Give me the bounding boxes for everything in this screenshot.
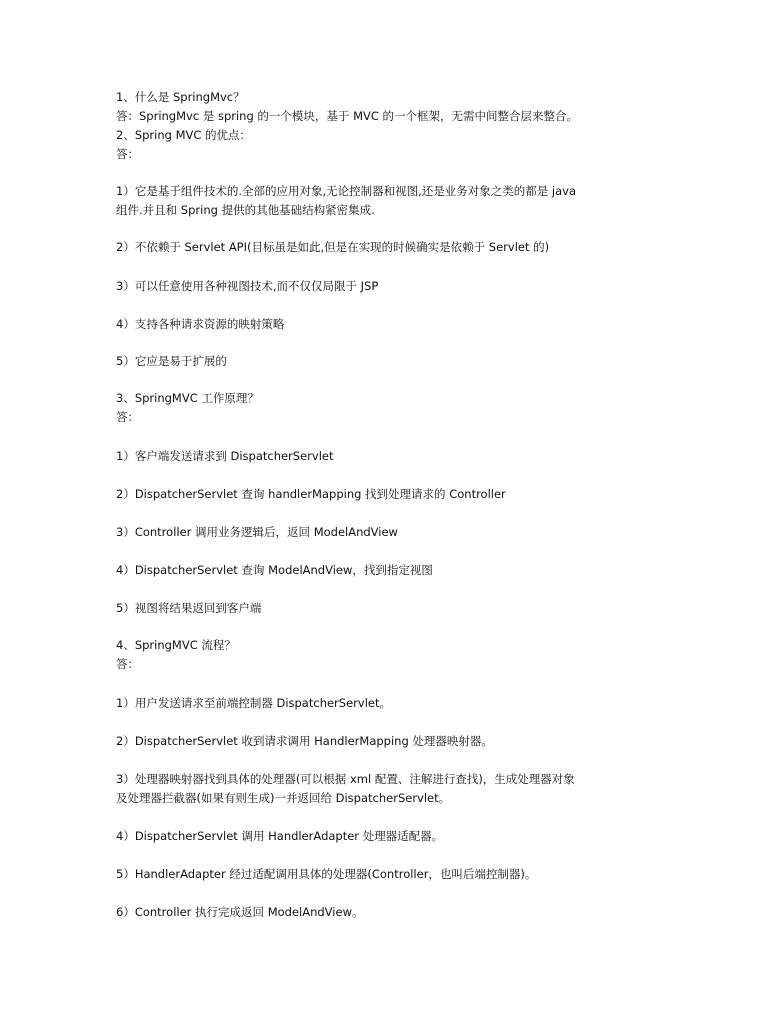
answer-2-point-3: 3）可以任意使用各种视图技术,而不仅仅局限于 JSP [116,279,379,293]
answer-4-label: 答： [116,657,139,671]
answer-3-step-3: 3）Controller 调用业务逻辑后，返回 ModelAndView [116,525,398,539]
answer-4-step-2: 2）DispatcherServlet 收到请求调用 HandlerMapping 处理器映射器。 [116,734,493,748]
answer-2-label: 答： [116,147,139,161]
answer-3-step-1: 1）客户端发送请求到 DispatcherServlet [116,449,334,463]
answer-4-step-3: 3）处理器映射器找到具体的处理器(可以根据 xml 配置、注解进行查找)，生成处理器对象 [116,772,575,786]
answer-4-step-6: 6）Controller 执行完成返回 ModelAndView。 [116,905,364,919]
question-3-title: 3、SpringMVC 工作原理？ [116,391,259,405]
question-2-title: 2、Spring MVC 的优点： [116,128,252,142]
answer-2-point-5: 5）它应是易于扩展的 [116,354,227,368]
answer-3-label: 答： [116,410,139,424]
answer-1-text: 答：SpringMvc 是 spring 的一个模块，基于 MVC 的一个框架，无需中间整合层来整合。 [116,109,579,123]
answer-4-step-3-continued: 及处理器拦截器(如果有则生成)一并返回给 DispatcherServlet。 [116,791,451,805]
answer-4-step-1: 1）用户发送请求至前端控制器 DispatcherServlet。 [116,696,391,710]
answer-2-point-4: 4）支持各种请求资源的映射策略 [116,317,285,331]
answer-3-step-2: 2）DispatcherServlet 查询 handlerMapping 找到处理请求的 Controller [116,487,506,501]
answer-3-step-5: 5）视图将结果返回到客户端 [116,601,262,615]
answer-2-point-2: 2）不依赖于 Servlet API(目标虽是如此,但是在实现的时候确实是依赖于 Servlet 的) [116,240,550,254]
answer-2-point-1-continued: 组件.并且和 Spring 提供的其他基础结构紧密集成. [116,203,375,217]
question-4-title: 4、SpringMVC 流程？ [116,638,236,652]
answer-4-step-5: 5）HandlerAdapter 经过适配调用具体的处理器(Controller，也叫后端控制器)。 [116,867,537,881]
answer-2-point-1: 1）它是基于组件技术的.全部的应用对象,无论控制器和视图,还是业务对象之类的都是 java [116,184,577,198]
answer-4-step-4: 4）DispatcherServlet 调用 HandlerAdapter 处理器适配器。 [116,829,444,843]
question-1-title: 1、什么是 SpringMvc？ [116,90,245,104]
answer-3-step-4: 4）DispatcherServlet 查询 ModelAndView，找到指定视图 [116,563,433,577]
